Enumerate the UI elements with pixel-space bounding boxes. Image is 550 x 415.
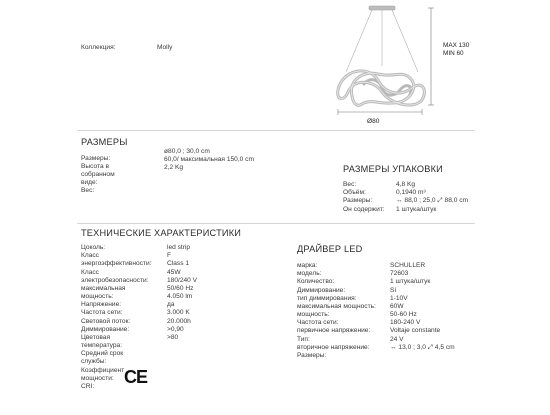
driver-value: 180-240 V [390, 319, 421, 327]
tech-value: >80 [167, 333, 179, 341]
tech-value: >0,90 [167, 325, 184, 333]
packing-value: 1 штука/штук [396, 205, 437, 213]
divider [77, 130, 475, 131]
driver-row [297, 270, 455, 278]
packing-heading: РАЗМЕРЫ УПАКОВКИ [343, 164, 443, 174]
driver-row [297, 287, 455, 295]
tech-values [167, 244, 197, 342]
tech-label: Диммирование: [81, 325, 130, 333]
driver-key: Диммирование: [297, 286, 346, 294]
tech-label: Частота сети: [81, 309, 123, 317]
tech-value: 180/240 V [167, 276, 198, 284]
packing-row [343, 197, 468, 205]
driver-key: мощность: [297, 311, 330, 319]
collection-label: Коллекция: [81, 44, 116, 51]
tech-label: максимальная [81, 284, 126, 292]
packing-table [343, 181, 468, 214]
driver-key: тип диммирования: [297, 294, 357, 302]
ce-mark-icon: CE [124, 367, 148, 387]
driver-key: максимальная мощность: [297, 302, 376, 310]
driver-row [297, 311, 455, 319]
sizes-values [164, 148, 254, 172]
tech-label: Световой поток: [81, 317, 131, 325]
driver-key: вторичное напряжение: [297, 343, 370, 351]
driver-value: 50-60 Hz [390, 311, 417, 319]
tech-value: led strip [167, 244, 191, 251]
height-dimension: MAX 130 MIN 60 [443, 42, 470, 57]
tech-value: 3.000 K [167, 309, 190, 317]
driver-row [297, 336, 455, 344]
driver-key: Размеры: [297, 351, 327, 359]
driver-key: модель: [297, 270, 322, 278]
driver-table [297, 262, 455, 360]
driver-key: Тип: [297, 335, 310, 343]
tech-label: Напряжение: [81, 301, 122, 309]
packing-value: ↔ 88,0 ; 25,0 ⤢ 88,0 cm [396, 197, 468, 205]
tech-value: F [167, 252, 172, 260]
packing-row [343, 189, 468, 197]
driver-heading: ДРАЙВЕР LED [297, 244, 363, 254]
tech-label: энергоэффективности: [81, 260, 152, 268]
packing-key: Он содержит: [343, 205, 385, 213]
packing-key: Размеры: [343, 197, 373, 205]
driver-key: Количество: [297, 278, 335, 286]
driver-value: Sí [390, 286, 397, 294]
driver-key: первичное напряжение: [297, 327, 371, 335]
divider [77, 223, 475, 224]
driver-value: 24 V [390, 335, 404, 343]
tech-label: Коэффициент [81, 366, 125, 374]
collection-value: Molly [157, 44, 173, 51]
sizes-label-weight: Вес: [81, 187, 95, 195]
driver-key: Частота сети: [297, 319, 339, 327]
sizes-labels [81, 155, 157, 195]
sizes-value-weight: 2,2 Kg [164, 164, 184, 172]
driver-row [297, 327, 455, 335]
tech-value: 45W [167, 268, 181, 276]
tech-label: Цветовая [81, 333, 111, 341]
packing-key: Вес: [343, 181, 357, 188]
sizes-value-sizes: ø80,0 ; 30,0 cm [164, 148, 210, 155]
tech-label: Класс [81, 268, 99, 276]
tech-label: CRI: [81, 382, 95, 390]
diameter-dimension: Ø80 [367, 118, 380, 125]
tech-label: службы: [81, 358, 107, 366]
sizes-label-height: Высота в собранном виде: [81, 163, 115, 187]
driver-value: 60W [390, 302, 404, 310]
packing-row [343, 181, 468, 189]
tech-labels [81, 244, 163, 415]
driver-row [297, 352, 455, 360]
driver-key: марка: [297, 262, 318, 269]
tech-value: да [167, 301, 175, 309]
driver-row [297, 319, 455, 327]
tech-label: электробезопасности: [81, 276, 149, 284]
tech-heading: ТЕХНИЧЕСКИЕ ХАРАКТЕРИСТИКИ [81, 228, 242, 238]
packing-key: Объём: [343, 189, 366, 197]
tech-value: 50/60 Hz [167, 284, 194, 292]
tech-label: Цоколь: [81, 244, 106, 251]
driver-row [297, 303, 455, 311]
driver-value: Voltaje constante [390, 327, 441, 335]
tech-label: температура: [81, 342, 123, 350]
tech-label: Средний срок [81, 350, 124, 358]
tech-value: Class 1 [167, 260, 189, 268]
tech-label: мощность: [81, 293, 114, 301]
packing-row [343, 206, 468, 214]
driver-value: 72603 [390, 270, 409, 278]
sizes-value-height: 60,0/ максимальная 150,0 cm [164, 156, 254, 164]
driver-value: 1-10V [390, 294, 408, 302]
sizes-label-sizes: Размеры: [81, 155, 111, 162]
driver-value: ↔ 13,0 ; 3,0 ⤢ 4,5 cm [390, 343, 455, 351]
packing-value: 4,8 Kg [396, 181, 416, 188]
sizes-heading: РАЗМЕРЫ [81, 137, 128, 147]
driver-value: 1 штука/штук [390, 278, 431, 286]
driver-row [297, 278, 455, 286]
lamp-drawing [318, 0, 448, 125]
driver-row [297, 295, 455, 303]
driver-row [297, 262, 455, 270]
packing-value: 0,1940 m³ [396, 189, 426, 197]
driver-row [297, 344, 455, 352]
driver-value: SCHULLER [390, 262, 426, 269]
tech-value: 4.050 lm [167, 293, 193, 301]
tech-label: мощности: [81, 374, 114, 382]
tech-label: Класс [81, 252, 99, 260]
tech-value: 20.000h [167, 317, 191, 325]
